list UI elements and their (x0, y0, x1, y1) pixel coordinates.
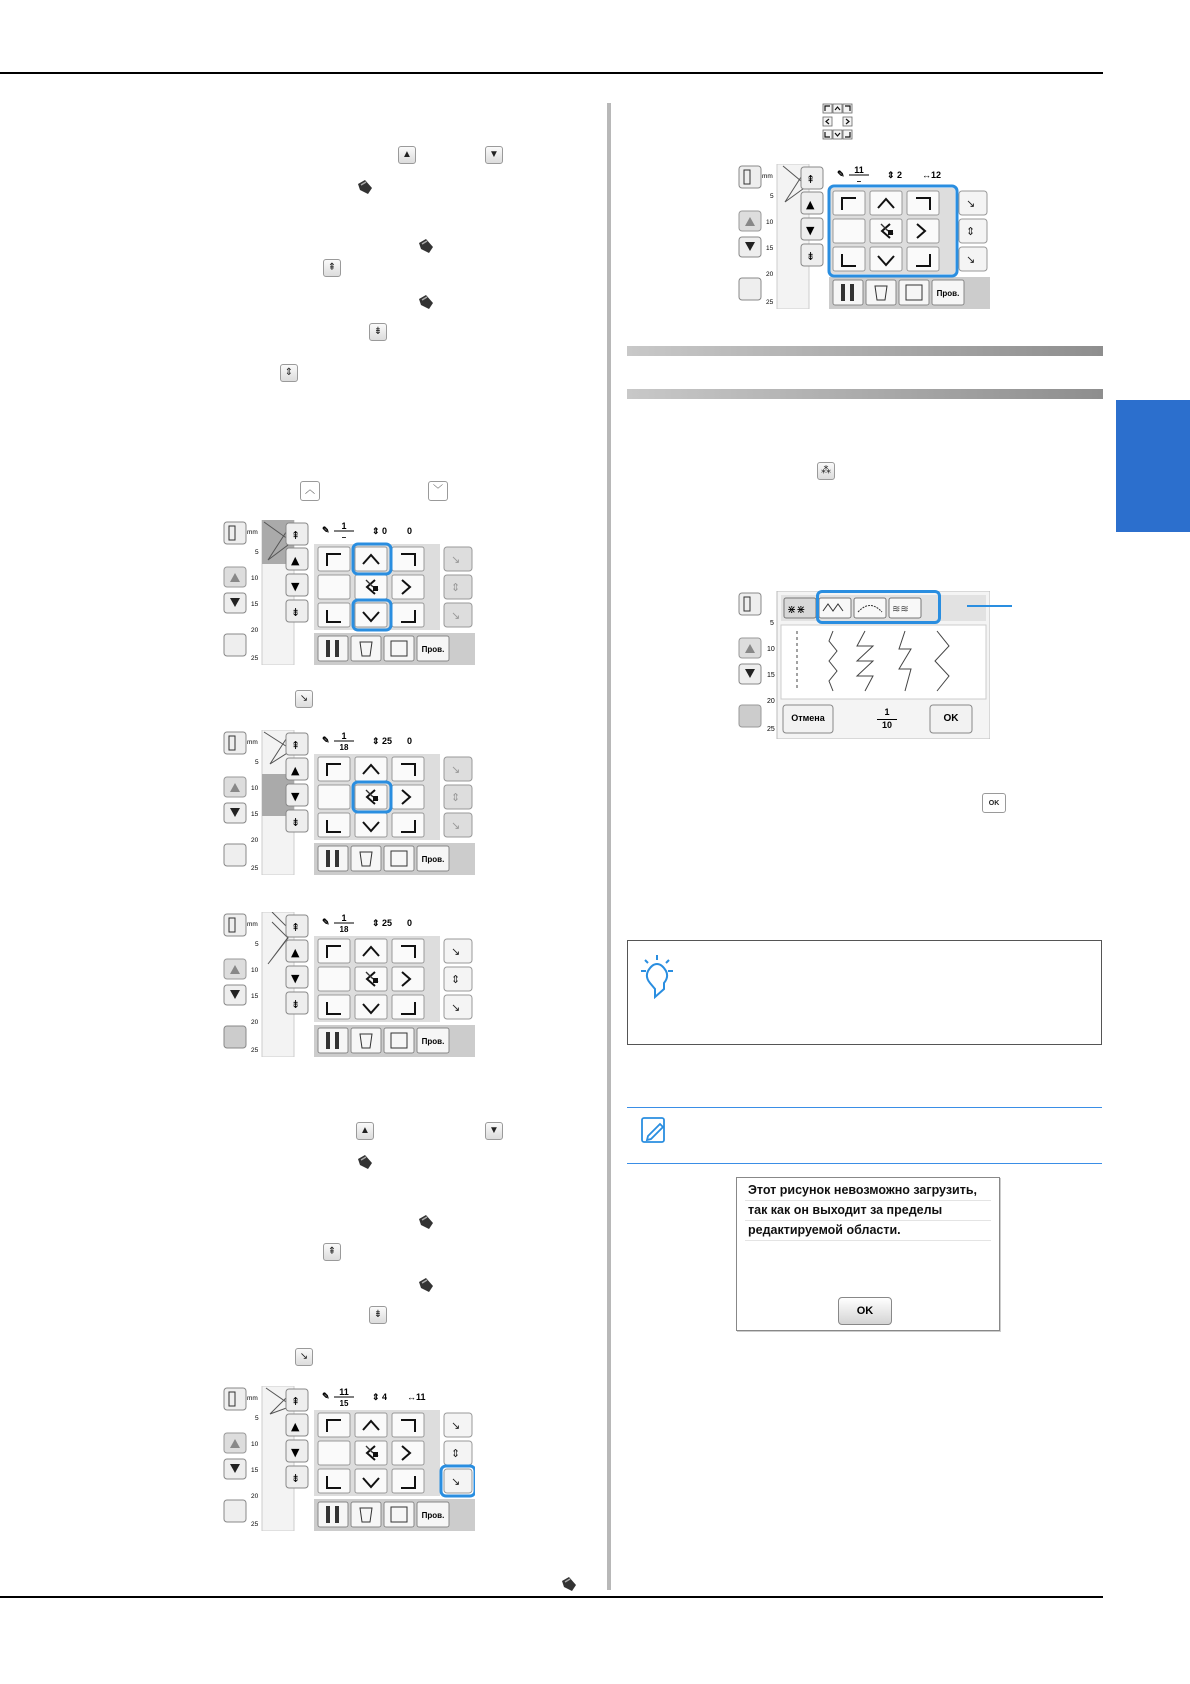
svg-text:5: 5 (770, 193, 774, 200)
svg-text:5: 5 (255, 549, 259, 556)
svg-text:⇕: ⇕ (451, 1447, 461, 1460)
needle-point-icon (417, 293, 435, 311)
svg-text:15: 15 (766, 245, 774, 252)
stitch-select-icon: ⁂ (817, 462, 835, 480)
svg-text:▲: ▲ (291, 1420, 300, 1433)
svg-text:Пров.: Пров. (421, 645, 445, 654)
svg-text:▼: ▼ (806, 224, 815, 237)
svg-text:✎: ✎ (837, 169, 845, 179)
move-point-icon: ⇕ (280, 364, 298, 382)
svg-text:5: 5 (255, 759, 259, 766)
edit-panel-d (222, 1386, 475, 1531)
svg-text:20: 20 (251, 627, 259, 634)
svg-text:25: 25 (766, 299, 774, 306)
svg-text:5: 5 (255, 941, 259, 948)
svg-text:20: 20 (251, 1493, 259, 1500)
svg-text:⇕: ⇕ (451, 791, 461, 804)
down-arrow-icon: ▼ (485, 1122, 503, 1140)
svg-text:1: 1 (341, 913, 347, 923)
svg-text:18: 18 (339, 743, 349, 752)
svg-text:↘: ↘ (966, 197, 976, 210)
svg-text:mm: mm (247, 921, 258, 928)
svg-text:⇕: ⇕ (451, 973, 461, 986)
error-line-3: редактируемой области. (748, 1223, 901, 1237)
memo-rule-top (627, 1107, 1102, 1108)
svg-text:↘: ↘ (451, 1475, 461, 1488)
svg-text:5: 5 (255, 1415, 259, 1422)
svg-text:▼: ▼ (291, 580, 300, 593)
svg-text:15: 15 (767, 672, 775, 679)
svg-text:⇕ 0: ⇕ 0 (372, 526, 388, 536)
needle-point-icon (417, 1213, 435, 1231)
svg-text:⇟: ⇟ (291, 816, 301, 829)
up-arrow-icon: ▲ (356, 1122, 374, 1140)
svg-text:10: 10 (251, 785, 259, 792)
center-point-icon: ↘ (295, 690, 313, 708)
svg-text:▲: ▲ (291, 946, 300, 959)
svg-text:▲: ▲ (291, 764, 300, 777)
edit-panel-a (222, 520, 475, 665)
svg-text:25: 25 (767, 726, 775, 733)
svg-text:↘: ↘ (451, 945, 461, 958)
needle-point-icon (356, 178, 374, 196)
svg-text:mm: mm (762, 173, 773, 180)
svg-text:↘: ↘ (966, 253, 976, 266)
svg-text:Пров.: Пров. (421, 1511, 445, 1520)
svg-text:mm: mm (247, 739, 258, 746)
svg-text:10: 10 (251, 1441, 259, 1448)
svg-text:20: 20 (251, 837, 259, 844)
edit-panel-e (737, 164, 990, 309)
needle-point-icon (560, 1575, 578, 1593)
svg-text:Пров.: Пров. (936, 289, 960, 298)
svg-text:0: 0 (407, 736, 413, 746)
svg-text:11: 11 (339, 1387, 349, 1397)
svg-text:11: 11 (854, 165, 864, 175)
svg-text:✎: ✎ (322, 1391, 330, 1401)
svg-text:⇞: ⇞ (291, 529, 301, 542)
svg-text:25: 25 (251, 655, 259, 662)
svg-text:25: 25 (251, 1047, 259, 1054)
svg-text:⇟: ⇟ (291, 1472, 301, 1485)
cancel-button[interactable]: Отмена (791, 713, 825, 723)
svg-text:⇕: ⇕ (451, 581, 461, 594)
svg-text:⇕ 25: ⇕ 25 (372, 918, 393, 928)
ok-key-icon: OK (982, 793, 1006, 813)
svg-text:mm: mm (247, 529, 258, 536)
memo-icon (640, 1116, 668, 1144)
svg-text:✎: ✎ (322, 917, 330, 927)
svg-text:20: 20 (766, 271, 774, 278)
svg-text:1: 1 (341, 731, 347, 741)
chevron-down-icon: ﹀ (428, 481, 448, 501)
header-rule (0, 72, 1103, 74)
svg-text:↘: ↘ (451, 1001, 461, 1014)
needle-point-icon (417, 1276, 435, 1294)
up-arrow-icon: ▲ (398, 146, 416, 164)
svg-text:–: – (341, 533, 347, 542)
svg-text:⇟: ⇟ (806, 250, 816, 263)
top-arrow-icon: ⇞ (323, 1243, 341, 1261)
needle-point-icon (417, 237, 435, 255)
error-line-2: так как он выходит за пределы (748, 1203, 943, 1217)
svg-text:10: 10 (767, 646, 775, 653)
svg-text:20: 20 (767, 698, 775, 705)
svg-text:15: 15 (251, 993, 259, 1000)
svg-text:20: 20 (251, 1019, 259, 1026)
svg-text:15: 15 (339, 1399, 349, 1408)
svg-text:⇟: ⇟ (291, 606, 301, 619)
svg-text:⋇⋇: ⋇⋇ (787, 604, 806, 616)
svg-text:▼: ▼ (291, 790, 300, 803)
svg-text:5: 5 (770, 620, 774, 627)
svg-text:↘: ↘ (451, 609, 461, 622)
svg-text:25: 25 (251, 865, 259, 872)
svg-text:↘: ↘ (451, 819, 461, 832)
direction-keys-icon (822, 103, 854, 141)
svg-text:⇕ 2: ⇕ 2 (887, 170, 903, 180)
page-indicator-bottom: 10 (877, 719, 897, 730)
svg-text:Пров.: Пров. (421, 1037, 445, 1046)
section-bar (627, 389, 1103, 399)
svg-text:15: 15 (251, 1467, 259, 1474)
edit-panel-c (222, 912, 475, 1057)
svg-text:⇕ 25: ⇕ 25 (372, 736, 393, 746)
error-dialog (736, 1177, 1000, 1331)
svg-text:18: 18 (339, 925, 349, 934)
insert-point-icon: ↘ (295, 1348, 313, 1366)
bottom-arrow-icon: ⇟ (369, 323, 387, 341)
svg-text:–: – (856, 177, 862, 186)
svg-text:▲: ▲ (806, 198, 815, 211)
down-arrow-icon: ▼ (485, 146, 503, 164)
bottom-arrow-icon: ⇟ (369, 1306, 387, 1324)
memo-rule-bottom (627, 1163, 1102, 1164)
svg-text:↘: ↘ (451, 1419, 461, 1432)
svg-text:▼: ▼ (291, 972, 300, 985)
stitch-tabs-highlight (816, 590, 941, 624)
svg-text:15: 15 (251, 601, 259, 608)
svg-text:⇕: ⇕ (966, 225, 976, 238)
chapter-tab (1116, 400, 1190, 532)
svg-text:10: 10 (251, 967, 259, 974)
top-arrow-icon: ⇞ (323, 259, 341, 277)
svg-text:✎: ✎ (322, 735, 330, 745)
svg-text:⇞: ⇞ (806, 173, 816, 186)
svg-text:↔12: ↔12 (922, 170, 942, 180)
svg-text:1: 1 (341, 521, 347, 531)
svg-text:↘: ↘ (451, 553, 461, 566)
svg-text:10: 10 (766, 219, 774, 226)
svg-text:↘: ↘ (451, 763, 461, 776)
svg-text:0: 0 (407, 918, 413, 928)
column-divider (607, 103, 611, 1590)
lightbulb-icon (640, 953, 674, 999)
svg-text:0: 0 (407, 526, 413, 536)
needle-point-icon (356, 1153, 374, 1171)
section-bar (627, 346, 1103, 356)
svg-text:⇕ 4: ⇕ 4 (372, 1392, 388, 1402)
error-ok-button[interactable]: OK (838, 1297, 892, 1325)
svg-text:10: 10 (251, 575, 259, 582)
svg-text:Пров.: Пров. (421, 855, 445, 864)
svg-text:⇞: ⇞ (291, 921, 301, 934)
svg-text:15: 15 (251, 811, 259, 818)
callout-line (967, 605, 1012, 607)
note-box (627, 940, 1102, 1045)
chevron-up-icon: ︿ (300, 481, 320, 501)
edit-panel-b (222, 730, 475, 875)
footer-rule (0, 1596, 1103, 1598)
svg-text:✎: ✎ (322, 525, 330, 535)
svg-text:↔11: ↔11 (407, 1392, 426, 1402)
svg-text:▲: ▲ (291, 554, 300, 567)
svg-text:≋≋: ≋≋ (892, 604, 909, 615)
svg-text:▼: ▼ (291, 1446, 300, 1459)
svg-text:mm: mm (247, 1395, 258, 1402)
error-line-1: Этот рисунок невозможно загрузить, (748, 1183, 978, 1197)
stitch-dialog (737, 591, 990, 739)
svg-text:⇞: ⇞ (291, 739, 301, 752)
ok-button[interactable]: OK (943, 713, 959, 724)
svg-text:⇞: ⇞ (291, 1395, 301, 1408)
svg-text:25: 25 (251, 1521, 259, 1528)
svg-text:⇟: ⇟ (291, 998, 301, 1011)
page-indicator-top: 1 (884, 707, 890, 717)
